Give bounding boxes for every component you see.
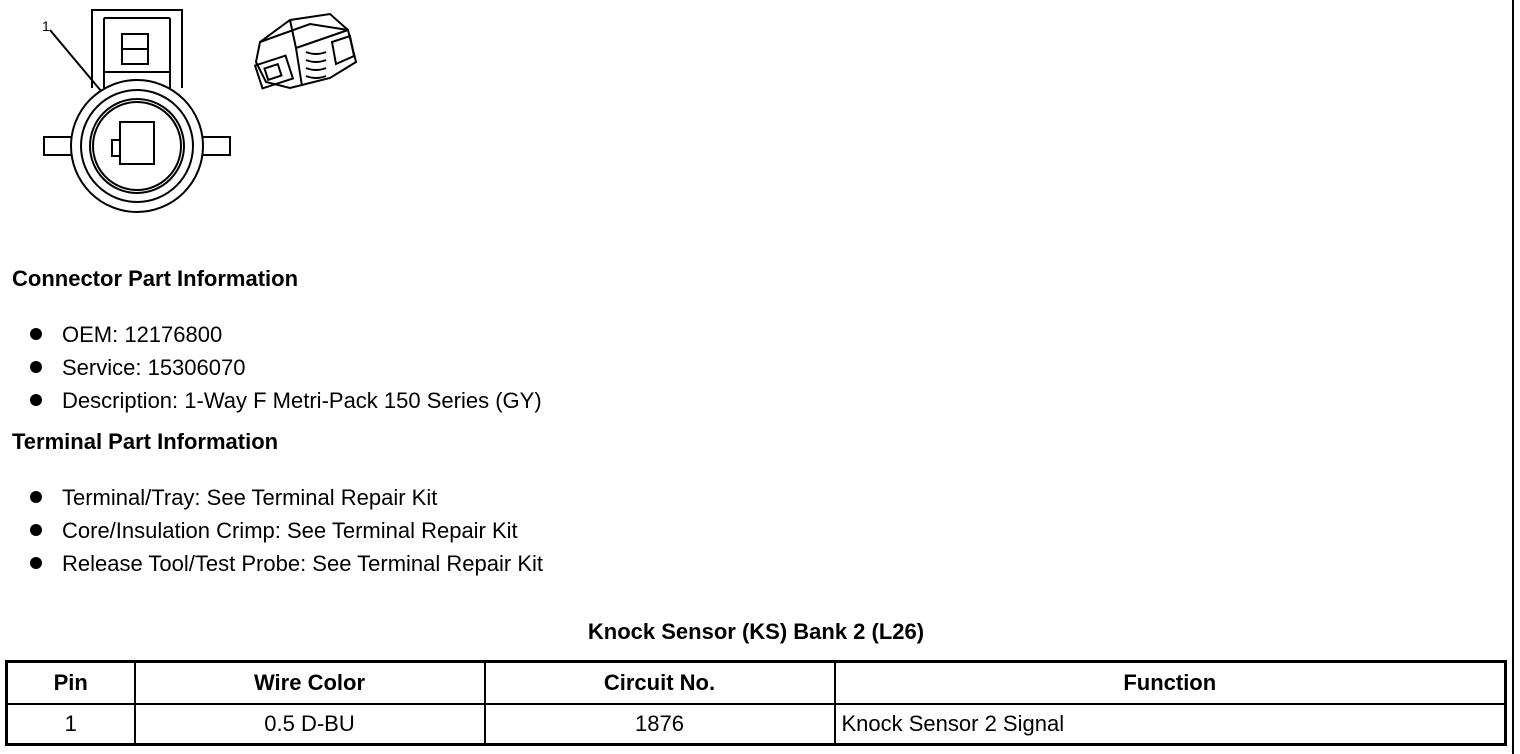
header-function: Function (835, 662, 1506, 705)
header-circuit-no: Circuit No. (485, 662, 835, 705)
cell-function: Knock Sensor 2 Signal (835, 704, 1506, 745)
connector-isometric-illustration (255, 14, 356, 88)
bullet-icon (30, 328, 42, 340)
header-pin: Pin (7, 662, 135, 705)
cell-circuit-no: 1876 (485, 704, 835, 745)
pin-table-title: Knock Sensor (KS) Bank 2 (L26) (587, 619, 925, 644)
page-right-border (1512, 0, 1514, 754)
connector-tab-right (202, 137, 230, 155)
list-item: Terminal/Tray: See Terminal Repair Kit (30, 481, 543, 514)
bullet-icon (30, 491, 42, 503)
cell-pin: 1 (7, 704, 135, 745)
bullet-icon (30, 557, 42, 569)
list-item: Core/Insulation Crimp: See Terminal Repair Kit (30, 514, 543, 547)
terminal-part-list (30, 481, 543, 580)
callout-number: 1 (42, 18, 50, 34)
list-item: Release Tool/Test Probe: See Terminal Repair Kit (30, 547, 543, 580)
bullet-icon (30, 524, 42, 536)
list-item: Service: 15306070 (30, 351, 542, 384)
connector-part-list (30, 318, 542, 417)
connector-diagram (0, 0, 380, 220)
connector-tab-left (44, 137, 72, 155)
pin-table (5, 660, 1507, 746)
list-item: Description: 1-Way F Metri-Pack 150 Series (GY) (30, 384, 542, 417)
cell-wire-color: 0.5 D-BU (135, 704, 485, 745)
bullet-icon (30, 394, 42, 406)
header-wire-color: Wire Color (135, 662, 485, 705)
list-item: OEM: 12176800 (30, 318, 542, 351)
terminal-part-heading: Terminal Part Information (12, 429, 279, 454)
table-row (7, 704, 1506, 745)
connector-part-heading: Connector Part Information (12, 266, 299, 291)
table-header-row (7, 662, 1506, 705)
bullet-icon (30, 361, 42, 373)
